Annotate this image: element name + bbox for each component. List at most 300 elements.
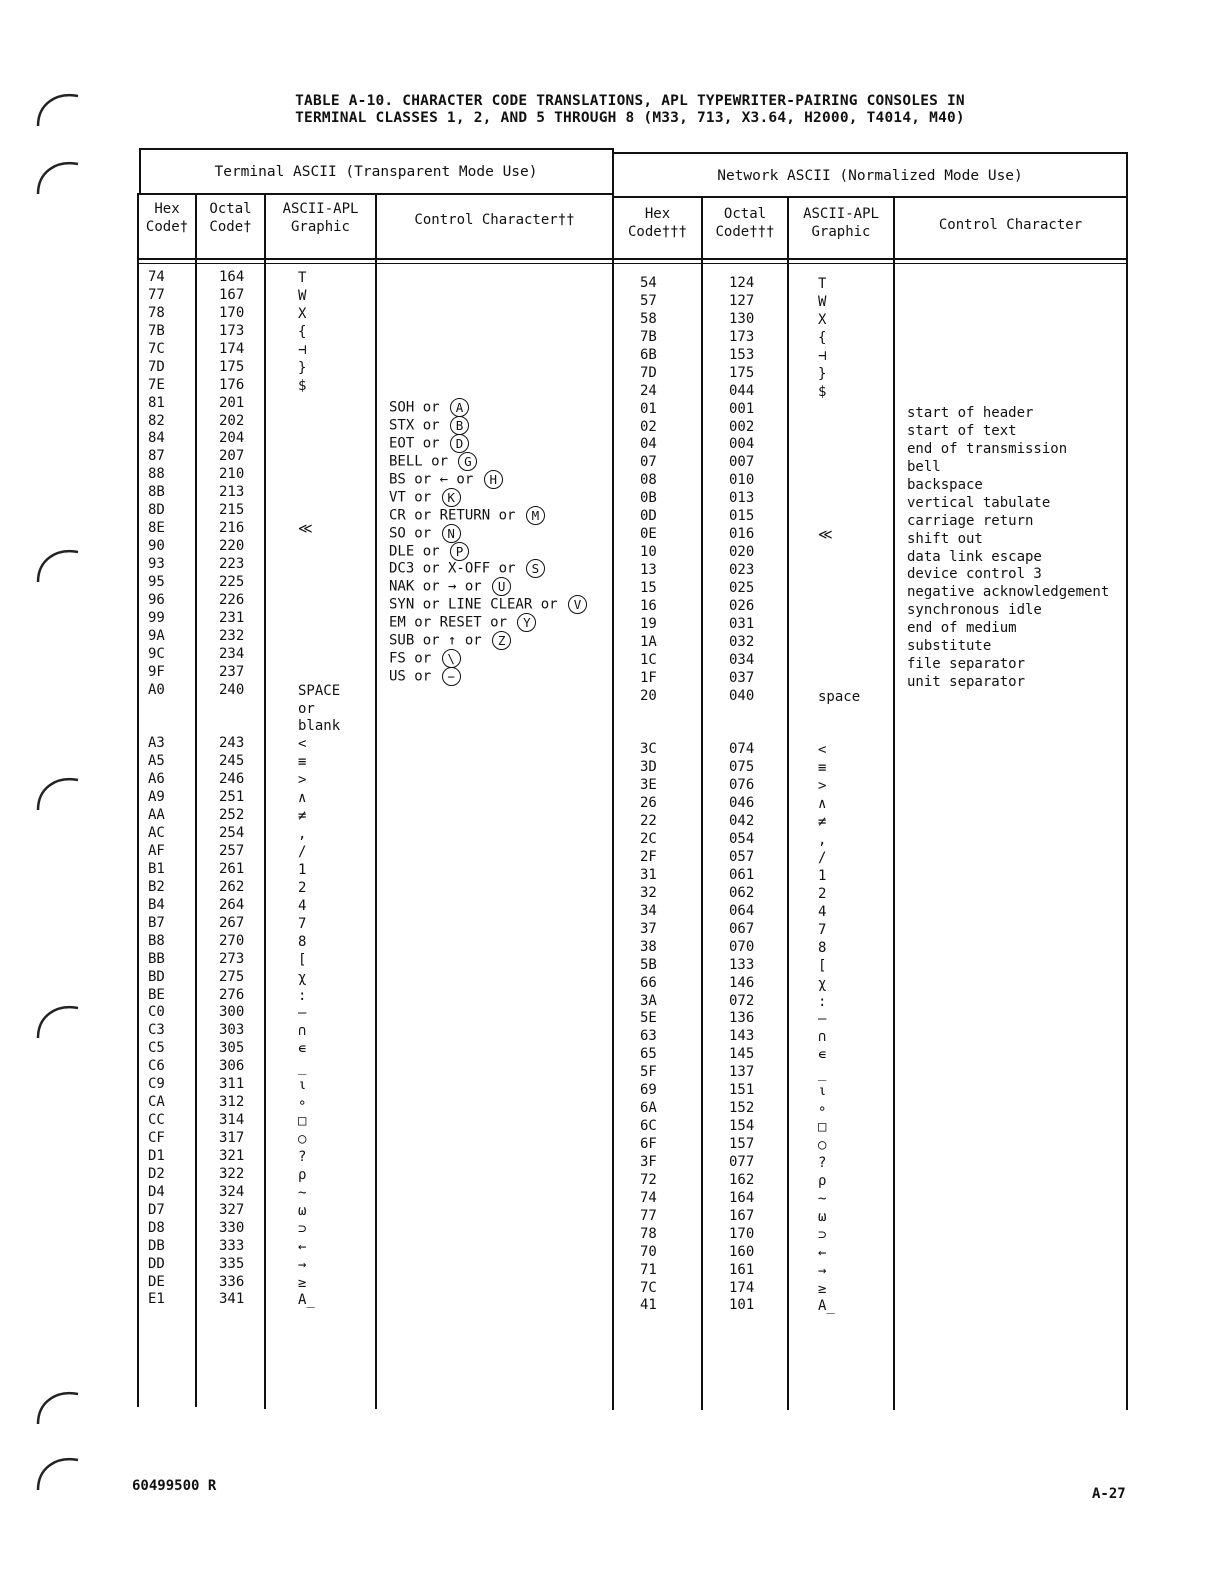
network-hex-cell: 32 <box>640 884 657 901</box>
network-octal-cell: 151 <box>729 1082 755 1099</box>
network-octal-cell <box>729 706 779 724</box>
terminal-graphic-cell: ⍴ <box>298 1166 307 1183</box>
control-character-text: SO or <box>389 525 440 542</box>
network-graphic-cell <box>790 402 890 420</box>
terminal-graphic-cell: , <box>298 826 307 843</box>
terminal-octal-cell: 202 <box>219 412 245 429</box>
terminal-hex-cell: C9 <box>148 1076 165 1093</box>
network-octal-cell: 046 <box>729 795 755 812</box>
circled-key-icon: A <box>450 398 469 417</box>
terminal-octal-cell: 225 <box>219 573 245 590</box>
circled-key-icon: D <box>450 434 469 453</box>
network-hex-cell: 26 <box>640 795 657 812</box>
network-hex-cell: 6A <box>640 1100 657 1117</box>
network-graphic-cell <box>790 724 890 742</box>
network-octal-cell: 016 <box>729 526 755 543</box>
network-hex-cell: 7C <box>640 1279 657 1296</box>
terminal-hex-cell: AA <box>148 807 165 824</box>
terminal-octal-cell: 223 <box>219 556 245 572</box>
terminal-graphic-cell: 7 <box>298 915 307 932</box>
network-octal-cell: 154 <box>729 1118 755 1135</box>
terminal-graphic-cell: 4 <box>298 897 307 914</box>
terminal-graphic-cell: $ <box>298 377 307 394</box>
control-character-text: NAK or → or <box>389 578 491 595</box>
terminal-hex-cell: CC <box>148 1112 165 1129</box>
terminal-hex-cell: D1 <box>148 1147 165 1164</box>
network-graphic-cell: □ <box>818 1119 827 1136</box>
network-graphic-cell: 1 <box>818 867 827 884</box>
network-control-cell: carriage return <box>907 512 1034 529</box>
terminal-hex-cell: C6 <box>148 1058 165 1075</box>
terminal-octal-cell: 322 <box>219 1165 245 1182</box>
network-octal-cell: 057 <box>729 849 755 865</box>
network-hex-cell: 70 <box>640 1243 657 1260</box>
control-character-text: EOT or <box>389 435 449 452</box>
network-control-column <box>907 405 1125 692</box>
network-hex-cell: 5F <box>640 1064 657 1081</box>
control-character-cell <box>389 488 611 506</box>
terminal-graphic-cell: ⊣ <box>298 341 307 358</box>
terminal-graphic-cell: ∧ <box>298 790 307 807</box>
network-graphic-cell: , <box>818 832 827 849</box>
network-graphic-cell: T <box>818 276 827 292</box>
network-graphic-cell: ≥ <box>818 1280 827 1297</box>
network-hex-cell: 22 <box>640 813 657 830</box>
terminal-graphic-cell: ⍳ <box>298 1077 307 1094</box>
terminal-graphic-cell <box>298 503 368 521</box>
network-graphic-cell: X <box>818 311 827 328</box>
terminal-hex-cell: 8B <box>148 484 165 501</box>
terminal-octal-cell: 333 <box>219 1237 245 1254</box>
control-character-cell <box>389 649 611 667</box>
terminal-octal-cell: 243 <box>219 735 245 752</box>
network-graphic-cell <box>790 617 890 635</box>
terminal-graphic-cell: ≠ <box>298 808 307 825</box>
network-octal-cell: 013 <box>729 490 755 507</box>
terminal-octal-cell: 167 <box>219 286 245 303</box>
network-graphic-cell: ≡ <box>818 760 827 777</box>
terminal-graphic-cell: 8 <box>298 933 307 950</box>
circled-key-icon: \ <box>442 649 461 668</box>
network-group-header: Network ASCII (Normalized Mode Use) <box>717 168 1023 184</box>
terminal-graphic-cell <box>298 593 368 611</box>
network-control-cell: unit separator <box>907 674 1026 691</box>
circled-key-icon: H <box>484 470 503 489</box>
network-graphic-cell: ≠ <box>818 814 827 831</box>
network-hex-cell: 72 <box>640 1171 657 1188</box>
network-octal-cell: 133 <box>729 956 755 973</box>
terminal-octal-cell: 201 <box>219 394 245 411</box>
network-graphic-cell: > <box>818 778 827 795</box>
terminal-octal-cell: 270 <box>219 932 245 949</box>
network-control-cell: device control 3 <box>907 566 1042 583</box>
terminal-octal-cell: 240 <box>219 681 245 698</box>
terminal-octal-cell: 324 <box>219 1183 245 1200</box>
terminal-graphic-cell: ~ <box>298 1184 307 1201</box>
network-octal-cell: 001 <box>729 400 755 417</box>
terminal-hex-cell: A3 <box>148 735 165 752</box>
control-character-text: FS or <box>389 650 440 667</box>
control-character-cell <box>389 631 611 649</box>
network-graphic-cell: 8 <box>818 939 827 956</box>
network-hex-cell: 65 <box>640 1046 657 1063</box>
terminal-hex-cell: A9 <box>148 789 165 806</box>
network-hex-cell: 08 <box>640 472 657 489</box>
terminal-control-column <box>389 398 611 685</box>
network-hex-cell: 02 <box>640 418 657 435</box>
terminal-hex-cell: 7D <box>148 358 165 375</box>
terminal-graphic-cell: 2 <box>298 879 307 896</box>
terminal-hex-cell: BE <box>148 986 165 1003</box>
control-character-cell <box>389 667 611 685</box>
terminal-octal-cell: 213 <box>219 484 245 501</box>
network-graphic-cell: / <box>818 850 827 866</box>
terminal-graphic-cell: ∩ <box>298 1023 307 1040</box>
terminal-graphic-cell: > <box>298 772 307 789</box>
terminal-octal-cell: 216 <box>219 520 245 537</box>
network-hex-cell: 13 <box>640 562 657 578</box>
network-control-cell: start of header <box>907 405 1034 421</box>
terminal-octal-cell: 273 <box>219 950 245 967</box>
terminal-graphic-cell <box>298 629 368 647</box>
terminal-octal-cell: 321 <box>219 1147 245 1164</box>
control-character-cell <box>389 559 611 577</box>
network-graphic-cell: : <box>818 993 827 1010</box>
network-octal-cell: 174 <box>729 1279 755 1296</box>
network-graphic-cell <box>790 653 890 671</box>
network-octal-cell: 164 <box>729 1189 755 1206</box>
terminal-octal-cell: 327 <box>219 1201 245 1218</box>
control-character-text: BS or ← or <box>389 471 482 488</box>
network-hex-cell: 3A <box>640 992 657 1009</box>
network-graphic-cell: → <box>818 1262 827 1279</box>
col-header-terminal-graphic: ASCII-APL Graphic <box>282 201 359 235</box>
network-octal-cell: 044 <box>729 382 755 399</box>
network-graphic-cell: _ <box>818 1065 827 1082</box>
terminal-octal-cell: 261 <box>219 860 245 877</box>
terminal-octal-cell: 336 <box>219 1273 245 1290</box>
terminal-hex-cell: 9F <box>148 663 165 680</box>
circled-key-icon: B <box>450 416 469 435</box>
terminal-hex-cell: DD <box>148 1255 165 1272</box>
terminal-graphic-cell: W <box>298 287 307 304</box>
network-graphic-cell: ⊣ <box>818 347 827 364</box>
terminal-graphic-cell: ≪ <box>298 521 313 538</box>
terminal-octal-cell: 275 <box>219 968 245 985</box>
network-control-cell: negative acknowledgement <box>907 584 1110 601</box>
terminal-graphic-cell: / <box>298 844 307 860</box>
terminal-hex-cell: 7C <box>148 340 165 357</box>
terminal-graphic-cell: ⊃ <box>298 1220 307 1237</box>
network-hex-cell: 38 <box>640 938 657 955</box>
network-control-cell: shift out <box>907 530 983 547</box>
control-character-cell <box>389 595 611 613</box>
network-hex-cell: 1F <box>640 669 657 686</box>
terminal-octal-cell: 330 <box>219 1219 245 1236</box>
terminal-octal-cell: 246 <box>219 771 245 788</box>
terminal-graphic-cell: — <box>298 1005 307 1022</box>
network-control-cell: start of text <box>907 422 1017 439</box>
terminal-octal-cell: 176 <box>219 376 245 393</box>
network-octal-cell: 167 <box>729 1207 755 1224</box>
terminal-octal-cell: 341 <box>219 1291 245 1308</box>
control-character-text: SYN or LINE CLEAR or <box>389 596 567 613</box>
terminal-hex-cell: 87 <box>148 448 165 465</box>
circled-key-icon: N <box>442 524 461 543</box>
control-character-text: DC3 or X-OFF or <box>389 560 524 577</box>
terminal-graphic-cell <box>298 485 368 503</box>
terminal-graphic-cell: ≥ <box>298 1274 307 1291</box>
network-octal-cell: 173 <box>729 328 755 345</box>
terminal-octal-cell: 237 <box>219 663 245 680</box>
network-hex-cell: 7D <box>640 364 657 381</box>
page-number: A-27 <box>1092 1486 1126 1502</box>
terminal-hex-cell: BD <box>148 968 165 985</box>
network-hex-cell: 1C <box>640 651 657 668</box>
terminal-octal-cell: 226 <box>219 591 245 608</box>
network-hex-cell: 63 <box>640 1028 657 1045</box>
terminal-graphic-cell <box>298 467 368 485</box>
network-octal-cell: 042 <box>729 813 755 830</box>
network-graphic-cell: ∩ <box>818 1029 827 1046</box>
circled-key-icon: M <box>526 506 545 525</box>
terminal-hex-cell: B8 <box>148 932 165 949</box>
network-graphic-cell <box>790 545 890 563</box>
network-hex-cell: 01 <box>640 400 657 417</box>
terminal-octal-cell: 251 <box>219 789 245 806</box>
network-octal-cell: 124 <box>729 275 755 291</box>
terminal-octal-cell: 303 <box>219 1022 245 1039</box>
terminal-hex-cell: BB <box>148 950 165 967</box>
network-hex-cell <box>640 706 690 724</box>
terminal-hex-cell <box>148 700 193 718</box>
terminal-graphic-cell <box>298 557 368 575</box>
network-hex-column <box>640 275 690 1315</box>
control-character-text: CR or RETURN or <box>389 507 524 524</box>
network-graphic-cell <box>790 509 890 527</box>
terminal-octal-cell: 164 <box>219 269 245 285</box>
network-hex-cell: 3D <box>640 759 657 776</box>
network-octal-cell: 136 <box>729 1010 755 1027</box>
network-graphic-cell: ← <box>818 1244 827 1261</box>
terminal-hex-cell: CF <box>148 1130 165 1146</box>
network-octal-cell: 074 <box>729 741 755 758</box>
terminal-octal-cell: 314 <box>219 1112 245 1129</box>
terminal-graphic-cell <box>298 539 368 557</box>
network-hex-cell: 77 <box>640 1207 657 1224</box>
network-octal-cell: 031 <box>729 615 755 632</box>
network-graphic-cell: A̲ <box>818 1298 835 1315</box>
terminal-hex-cell: 7E <box>148 376 165 393</box>
network-graphic-cell: { <box>818 329 827 346</box>
control-character-cell <box>389 398 611 416</box>
terminal-hex-cell: 99 <box>148 609 165 626</box>
terminal-octal-cell: 173 <box>219 322 245 339</box>
terminal-hex-cell: D8 <box>148 1219 165 1236</box>
terminal-graphic-cell: ← <box>298 1238 307 1255</box>
control-character-text: SUB or ↑ or <box>389 632 491 649</box>
control-character-text: VT or <box>389 489 440 506</box>
terminal-hex-cell: B4 <box>148 896 165 913</box>
control-character-cell <box>389 577 611 595</box>
col-header-terminal-octal: Octal Code† <box>209 201 252 235</box>
terminal-hex-cell: B2 <box>148 878 165 895</box>
network-octal-cell: 076 <box>729 777 755 794</box>
terminal-graphic-cell <box>298 414 368 432</box>
network-hex-cell: 0E <box>640 526 657 543</box>
network-octal-cell: 137 <box>729 1064 755 1081</box>
table-title-line-1: TABLE A-10. CHARACTER CODE TRANSLATIONS, APL TYPEWRITER-PAIRING CONSOLES IN <box>295 93 965 109</box>
network-hex-cell: 34 <box>640 902 657 919</box>
network-graphic-cell <box>790 581 890 599</box>
terminal-graphic-cell: _ <box>298 1059 307 1076</box>
network-octal-cell: 170 <box>729 1225 755 1242</box>
network-graphic-cell: ∘ <box>818 1101 827 1118</box>
network-octal-cell: 025 <box>729 579 755 596</box>
network-octal-cell: 070 <box>729 938 755 955</box>
network-hex-cell: 6C <box>640 1118 657 1135</box>
network-hex-cell: 5E <box>640 1010 657 1027</box>
network-hex-cell: 20 <box>640 687 657 704</box>
circled-key-icon: G <box>458 452 477 471</box>
terminal-graphic-cell: [ <box>298 951 307 968</box>
network-control-cell: substitute <box>907 638 992 655</box>
control-character-cell <box>389 542 611 560</box>
network-hex-cell: 41 <box>640 1297 657 1314</box>
network-graphic-cell <box>790 671 890 689</box>
network-octal-cell: 075 <box>729 759 755 776</box>
network-hex-cell: 69 <box>640 1082 657 1099</box>
network-graphic-cell <box>790 635 890 653</box>
terminal-octal-cell: 231 <box>219 609 245 626</box>
network-octal-cell: 002 <box>729 418 755 435</box>
terminal-graphic-cell <box>298 396 368 414</box>
network-hex-cell: 78 <box>640 1225 657 1242</box>
network-hex-cell: 5B <box>640 956 657 973</box>
terminal-hex-cell: A6 <box>148 771 165 788</box>
network-octal-cell: 034 <box>729 651 755 668</box>
control-character-text: BELL or <box>389 453 457 470</box>
terminal-graphic-cell: ≡ <box>298 754 307 771</box>
network-octal-cell: 007 <box>729 454 755 471</box>
terminal-graphic-cell <box>298 431 368 449</box>
terminal-octal-cell: 234 <box>219 645 245 662</box>
network-octal-cell: 101 <box>729 1297 755 1314</box>
terminal-hex-cell: 93 <box>148 556 165 572</box>
terminal-octal-cell: 300 <box>219 1004 245 1021</box>
network-control-cell: bell <box>907 458 941 475</box>
col-header-terminal-control: Control Character†† <box>414 212 575 228</box>
control-character-text: DLE or <box>389 543 449 559</box>
network-control-cell: end of medium <box>907 620 1017 637</box>
network-octal-cell: 020 <box>729 544 755 561</box>
network-octal-cell: 067 <box>729 920 755 937</box>
terminal-octal-cell: 257 <box>219 843 245 859</box>
terminal-graphic-cell: ⍵ <box>298 1202 307 1219</box>
network-graphic-cell: } <box>818 365 827 382</box>
network-octal-column <box>729 275 779 1315</box>
network-octal-cell: 061 <box>729 866 755 883</box>
control-character-cell <box>389 613 611 631</box>
terminal-hex-cell: 82 <box>148 412 165 429</box>
network-graphic-cell: ∊ <box>818 1047 827 1064</box>
circled-key-icon: − <box>442 667 461 686</box>
network-octal-cell: 130 <box>729 310 755 327</box>
terminal-octal-cell: 175 <box>219 358 245 375</box>
network-hex-cell: 66 <box>640 974 657 991</box>
network-octal-cell: 032 <box>729 633 755 650</box>
terminal-octal-cell: 311 <box>219 1076 245 1093</box>
network-graphic-cell: ○ <box>818 1137 827 1153</box>
network-hex-cell: 24 <box>640 382 657 399</box>
control-character-text: STX or <box>389 417 449 434</box>
network-graphic-cell: ~ <box>818 1190 827 1207</box>
terminal-hex-cell: 74 <box>148 269 165 285</box>
network-graphic-cell: χ <box>818 975 827 992</box>
network-octal-cell: 037 <box>729 669 755 686</box>
control-character-cell <box>389 452 611 470</box>
terminal-hex-cell: B7 <box>148 914 165 931</box>
network-graphic-cell: ≪ <box>818 527 833 544</box>
network-graphic-cell: $ <box>818 383 827 400</box>
terminal-graphic-cell <box>298 647 368 665</box>
control-character-cell <box>389 506 611 524</box>
network-hex-cell: 04 <box>640 436 657 453</box>
terminal-octal-cell: 207 <box>219 448 245 465</box>
terminal-octal-cell: 252 <box>219 807 245 824</box>
network-hex-cell: 58 <box>640 310 657 327</box>
network-graphic-cell: ⍵ <box>818 1208 827 1225</box>
control-character-text: SOH or <box>389 399 449 416</box>
terminal-octal-cell: 312 <box>219 1094 245 1111</box>
terminal-hex-cell: D4 <box>148 1183 165 1200</box>
network-control-cell: data link escape <box>907 548 1042 565</box>
network-graphic-cell: space <box>818 688 861 705</box>
terminal-octal-cell: 264 <box>219 896 245 913</box>
terminal-hex-cell: C5 <box>148 1040 165 1057</box>
terminal-graphic-cell: or <box>298 700 315 717</box>
terminal-hex-cell: 96 <box>148 591 165 608</box>
col-header-network-graphic: ASCII-APL Graphic <box>803 206 879 240</box>
network-graphic-cell <box>790 491 890 509</box>
network-hex-cell: 74 <box>640 1189 657 1206</box>
network-hex-cell: 10 <box>640 544 657 561</box>
network-octal-cell: 162 <box>729 1171 755 1188</box>
terminal-graphic-cell: χ <box>298 969 307 986</box>
network-graphic-cell: ? <box>818 1154 827 1171</box>
terminal-hex-cell: 8D <box>148 502 165 519</box>
control-character-cell <box>389 470 611 488</box>
terminal-hex-cell: AF <box>148 843 165 859</box>
network-octal-cell: 145 <box>729 1046 755 1063</box>
network-control-cell: backspace <box>907 476 983 493</box>
network-hex-cell: 19 <box>640 615 657 632</box>
network-octal-cell <box>729 723 779 741</box>
terminal-octal-cell: 305 <box>219 1040 245 1057</box>
circled-key-icon: Z <box>492 631 511 650</box>
terminal-hex-cell: A5 <box>148 753 165 770</box>
circled-key-icon: Y <box>517 613 536 632</box>
col-header-network-hex: Hex Code††† <box>627 206 687 240</box>
terminal-octal-cell: 245 <box>219 753 245 770</box>
network-octal-cell: 175 <box>729 364 755 381</box>
terminal-octal-cell <box>219 700 264 718</box>
terminal-graphic-cell <box>298 449 368 467</box>
terminal-octal-cell: 335 <box>219 1255 245 1272</box>
terminal-graphic-cell: } <box>298 359 307 376</box>
terminal-octal-cell: 276 <box>219 986 245 1003</box>
network-hex-cell: 57 <box>640 292 657 309</box>
